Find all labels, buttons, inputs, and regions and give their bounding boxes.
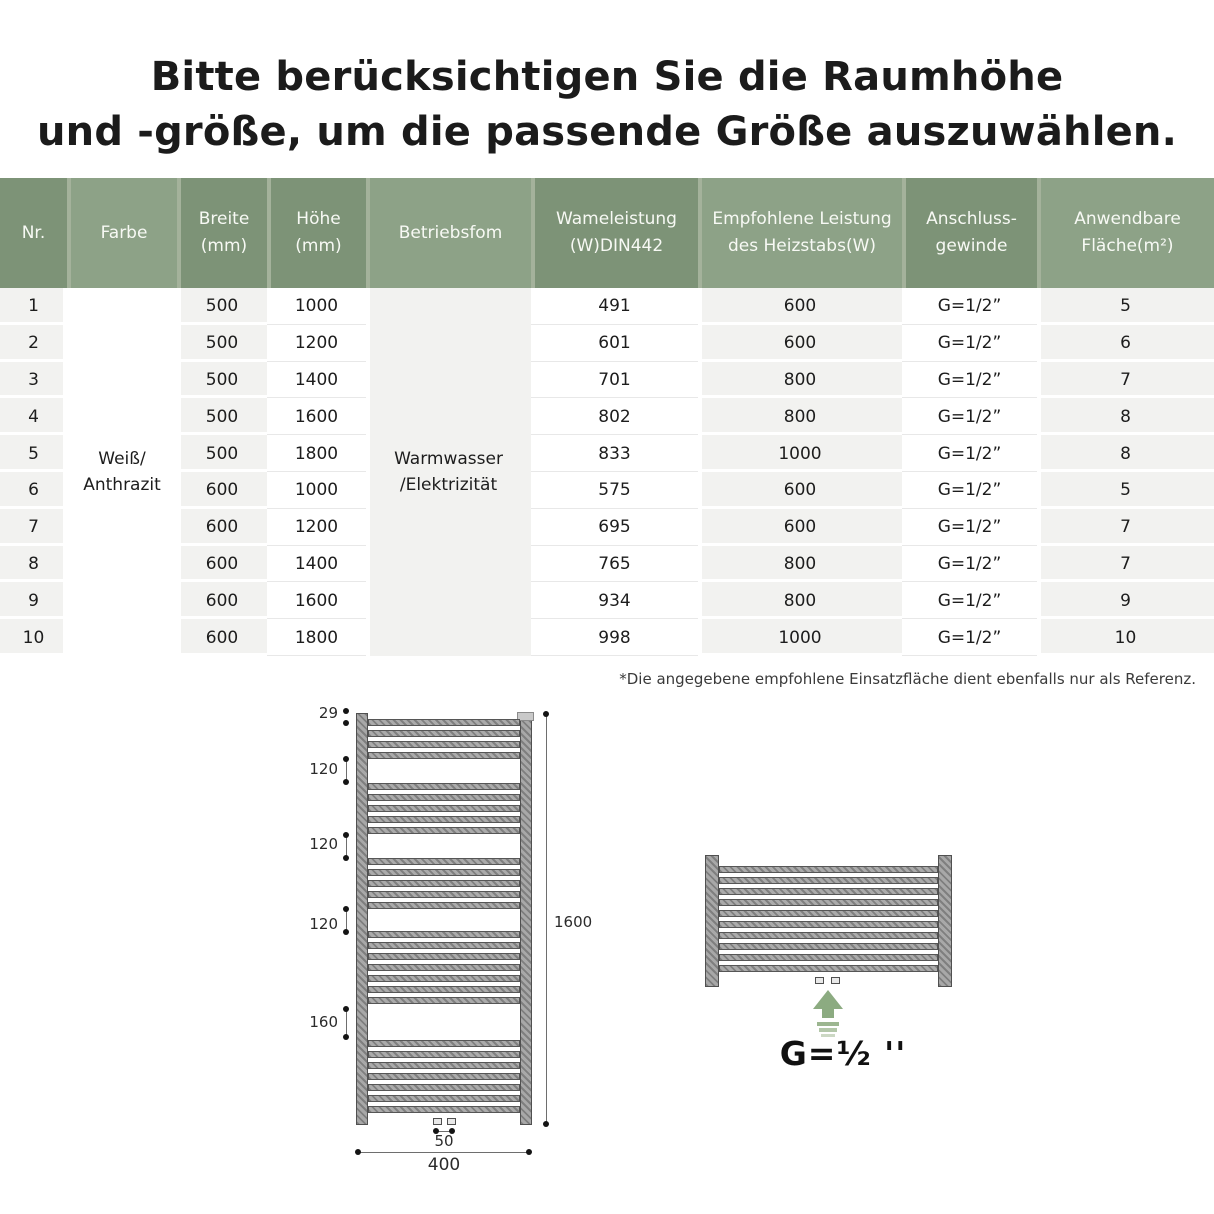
cell-breite-row-7: 600	[177, 509, 267, 546]
dim-label-1600: 1600	[554, 913, 593, 931]
section-bar	[719, 954, 938, 961]
thread-size-label: G=½ ''	[779, 1034, 907, 1073]
cell-leistung-row-10: 998	[531, 619, 698, 656]
dim-dot	[343, 832, 349, 838]
cell-nr-row-8: 8	[0, 546, 67, 583]
page-title-line1: Bitte berücksichtigen Sie die Raumhöhe	[150, 54, 1064, 100]
section-left-rail	[705, 855, 719, 987]
cell-hoehe-row-1: 1000	[267, 288, 366, 325]
cell-nr-row-2: 2	[0, 325, 67, 362]
section-stub-right	[831, 977, 840, 984]
header-wameleistung: Wameleistung (W)DIN442	[531, 178, 698, 288]
thread-arrow-body	[822, 1009, 834, 1018]
cell-nr-row-7: 7	[0, 509, 67, 546]
cell-hoehe-row-8: 1400	[267, 546, 366, 583]
cell-gewinde-row-10: G=1/2”	[902, 619, 1037, 656]
cell-flaeche-row-10: 10	[1037, 619, 1214, 656]
header-hoehe: Höhe (mm)	[267, 178, 366, 288]
radiator-rung	[368, 752, 520, 759]
radiator-right-rail	[520, 713, 532, 1125]
radiator-rung	[368, 1051, 520, 1058]
section-stub-left	[815, 977, 824, 984]
dim-dot	[343, 855, 349, 861]
header-anschlussgewinde: Anschluss- gewinde	[902, 178, 1037, 288]
dim-dot	[543, 711, 549, 717]
cell-hoehe-row-5: 1800	[267, 435, 366, 472]
dim-line-width	[358, 1152, 529, 1153]
cell-leistung-row-6: 575	[531, 472, 698, 509]
cell-nr-row-9: 9	[0, 582, 67, 619]
cell-gewinde-row-8: G=1/2”	[902, 546, 1037, 583]
cell-gewinde-row-5: G=1/2”	[902, 435, 1037, 472]
dim-dot	[343, 720, 349, 726]
section-bar	[719, 866, 938, 873]
cell-flaeche-row-7: 7	[1037, 509, 1214, 546]
connection-stub-left	[433, 1118, 442, 1125]
section-bar	[719, 888, 938, 895]
section-right-rail	[938, 855, 952, 987]
cell-flaeche-row-9: 9	[1037, 582, 1214, 619]
cell-hoehe-row-6: 1000	[267, 472, 366, 509]
header-breite: Breite (mm)	[177, 178, 267, 288]
radiator-rung	[368, 869, 520, 876]
radiator-rung	[368, 816, 520, 823]
section-bar	[719, 921, 938, 928]
cell-empfohlen-row-4: 800	[698, 398, 902, 435]
cell-hoehe-row-9: 1600	[267, 582, 366, 619]
radiator-rung	[368, 1095, 520, 1102]
thread-arrow-icon	[813, 990, 843, 1009]
radiator-rung	[368, 719, 520, 726]
radiator-rung	[368, 741, 520, 748]
cell-breite-row-6: 600	[177, 472, 267, 509]
page-title	[0, 50, 1214, 160]
radiator-rung	[368, 1106, 520, 1113]
cell-hoehe-row-3: 1400	[267, 362, 366, 399]
dim-dot	[355, 1149, 361, 1155]
cell-flaeche-row-5: 8	[1037, 435, 1214, 472]
cell-empfohlen-row-1: 600	[698, 288, 902, 325]
dim-dot	[543, 1121, 549, 1127]
section-bar	[719, 899, 938, 906]
cell-leistung-row-3: 701	[531, 362, 698, 399]
cell-breite-row-5: 500	[177, 435, 267, 472]
footnote: *Die angegebene empfohlene Einsatzfläche dient ebenfalls nur als Referenz.	[619, 670, 1196, 688]
section-bar	[719, 877, 938, 884]
dim-dot	[343, 1006, 349, 1012]
dim-label-120-3: 120	[309, 915, 338, 933]
dim-label-29: 29	[318, 704, 338, 722]
cell-breite-row-2: 500	[177, 325, 267, 362]
header-farbe: Farbe	[67, 178, 177, 288]
cell-empfohlen-row-9: 800	[698, 582, 902, 619]
thread-arrow-dash	[819, 1028, 837, 1032]
cell-betriebsfom-merged: Warmwasser /Elektrizität	[366, 288, 531, 656]
radiator-rung	[368, 1073, 520, 1080]
cell-flaeche-row-8: 7	[1037, 546, 1214, 583]
cell-nr-row-5: 5	[0, 435, 67, 472]
section-bar	[719, 965, 938, 972]
cell-empfohlen-row-2: 600	[698, 325, 902, 362]
table-header	[0, 178, 1214, 288]
dim-label-160: 160	[309, 1013, 338, 1031]
header-empfohlene-leistung: Empfohlene Leistung des Heizstabs(W)	[698, 178, 902, 288]
connection-stub-right	[447, 1118, 456, 1125]
cell-gewinde-row-3: G=1/2”	[902, 362, 1037, 399]
cell-leistung-row-2: 601	[531, 325, 698, 362]
radiator-rung	[368, 931, 520, 938]
dim-label-50: 50	[434, 1132, 454, 1150]
cell-breite-row-9: 600	[177, 582, 267, 619]
radiator-rung	[368, 902, 520, 909]
radiator-rung	[368, 942, 520, 949]
table-body	[0, 288, 1214, 656]
header-anwendbare-flaeche: Anwendbare Fläche(m²)	[1037, 178, 1214, 288]
radiator-rung	[368, 794, 520, 801]
radiator-left-rail	[356, 713, 368, 1125]
cell-nr-row-1: 1	[0, 288, 67, 325]
cell-nr-row-4: 4	[0, 398, 67, 435]
page-title-line2: und -größe, um die passende Größe auszuwählen.	[36, 109, 1178, 155]
cell-empfohlen-row-5: 1000	[698, 435, 902, 472]
cell-farbe-merged: Weiß/ Anthrazit	[67, 288, 177, 656]
cell-breite-row-3: 500	[177, 362, 267, 399]
dim-dot	[343, 708, 349, 714]
radiator-rung	[368, 858, 520, 865]
radiator-rung	[368, 827, 520, 834]
cell-gewinde-row-6: G=1/2”	[902, 472, 1037, 509]
dim-label-120-2: 120	[309, 835, 338, 853]
radiator-rung	[368, 1062, 520, 1069]
dim-dot	[526, 1149, 532, 1155]
section-bar	[719, 932, 938, 939]
radiator-rung	[368, 730, 520, 737]
dim-dot	[343, 779, 349, 785]
cell-breite-row-10: 600	[177, 619, 267, 656]
cell-leistung-row-7: 695	[531, 509, 698, 546]
dim-dot	[343, 906, 349, 912]
cell-flaeche-row-3: 7	[1037, 362, 1214, 399]
cell-gewinde-row-9: G=1/2”	[902, 582, 1037, 619]
header-betriebsfom: Betriebsfom	[366, 178, 531, 288]
radiator-rung	[368, 964, 520, 971]
cell-breite-row-4: 500	[177, 398, 267, 435]
dim-line	[346, 837, 347, 857]
radiator-rung	[368, 1084, 520, 1091]
dim-dot	[343, 929, 349, 935]
cell-empfohlen-row-10: 1000	[698, 619, 902, 656]
dim-label-400: 400	[427, 1155, 461, 1175]
cell-flaeche-row-4: 8	[1037, 398, 1214, 435]
header-nr: Nr.	[0, 178, 67, 288]
radiator-rung	[368, 997, 520, 1004]
cell-leistung-row-8: 765	[531, 546, 698, 583]
thread-arrow-dash	[817, 1022, 839, 1026]
radiator-rung	[368, 805, 520, 812]
cell-leistung-row-9: 934	[531, 582, 698, 619]
radiator-rung	[368, 880, 520, 887]
cell-empfohlen-row-8: 800	[698, 546, 902, 583]
cell-leistung-row-5: 833	[531, 435, 698, 472]
dim-dot	[343, 1034, 349, 1040]
cell-flaeche-row-2: 6	[1037, 325, 1214, 362]
cell-hoehe-row-7: 1200	[267, 509, 366, 546]
cell-hoehe-row-10: 1800	[267, 619, 366, 656]
cell-empfohlen-row-7: 600	[698, 509, 902, 546]
cell-hoehe-row-4: 1600	[267, 398, 366, 435]
radiator-rung	[368, 975, 520, 982]
section-bar	[719, 910, 938, 917]
cell-nr-row-10: 10	[0, 619, 67, 656]
radiator-rung	[368, 783, 520, 790]
dim-label-120-1: 120	[309, 760, 338, 778]
cell-gewinde-row-2: G=1/2”	[902, 325, 1037, 362]
cell-gewinde-row-1: G=1/2”	[902, 288, 1037, 325]
cell-nr-row-6: 6	[0, 472, 67, 509]
radiator-rung	[368, 986, 520, 993]
cell-nr-row-3: 3	[0, 362, 67, 399]
cell-empfohlen-row-6: 600	[698, 472, 902, 509]
radiator-rung	[368, 891, 520, 898]
dim-line-height	[546, 716, 547, 1124]
cell-breite-row-8: 600	[177, 546, 267, 583]
cell-flaeche-row-1: 5	[1037, 288, 1214, 325]
radiator-rung	[368, 953, 520, 960]
dim-line	[346, 911, 347, 931]
cell-leistung-row-4: 802	[531, 398, 698, 435]
section-bar	[719, 943, 938, 950]
cell-flaeche-row-6: 5	[1037, 472, 1214, 509]
cell-empfohlen-row-3: 800	[698, 362, 902, 399]
cell-leistung-row-1: 491	[531, 288, 698, 325]
cell-breite-row-1: 500	[177, 288, 267, 325]
cell-hoehe-row-2: 1200	[267, 325, 366, 362]
cell-gewinde-row-4: G=1/2”	[902, 398, 1037, 435]
dim-line	[346, 761, 347, 781]
dim-dot	[343, 756, 349, 762]
cell-gewinde-row-7: G=1/2”	[902, 509, 1037, 546]
radiator-rung	[368, 1040, 520, 1047]
